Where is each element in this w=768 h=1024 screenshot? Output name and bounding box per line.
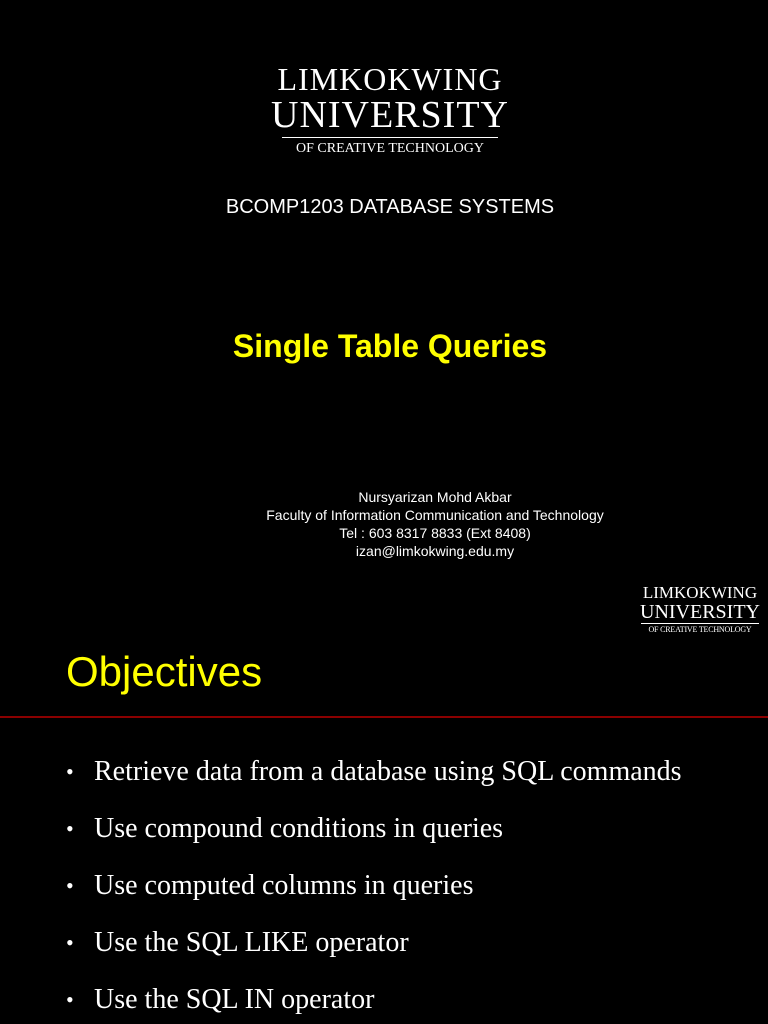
logo-line-3: OF CREATIVE TECHNOLOGY	[296, 141, 484, 156]
list-item	[60, 980, 682, 1024]
list-item-text: Use the SQL IN operator	[94, 984, 375, 1015]
logo-small-rule	[641, 623, 759, 624]
contact-block	[200, 488, 670, 560]
university-logo	[0, 62, 768, 157]
objectives-list	[60, 752, 682, 1024]
bullet-icon: •	[66, 873, 74, 898]
list-item-text: Use the SQL LIKE operator	[94, 927, 409, 958]
logo-small-line-3: OF CREATIVE TECHNOLOGY	[648, 625, 752, 634]
faculty-name: Faculty of Information Communication and Technology	[266, 507, 604, 523]
bullet-icon: •	[66, 930, 74, 955]
slide-title: Single Table Queries	[232, 328, 548, 364]
list-item-text: Use computed columns in queries	[94, 870, 474, 901]
heading-divider	[0, 716, 768, 718]
list-item	[60, 809, 682, 866]
course-code: BCOMP1203 DATABASE SYSTEMS	[225, 196, 555, 218]
email: izan@limkokwing.edu.my	[355, 543, 515, 559]
bullet-icon: •	[66, 816, 74, 841]
list-item	[60, 866, 682, 923]
list-item	[60, 752, 682, 809]
logo-rule	[282, 137, 498, 138]
bullet-icon: •	[66, 987, 74, 1012]
logo-line-1: LIMKOKWING	[277, 61, 503, 97]
telephone: Tel : 603 8317 8833 (Ext 8408)	[339, 525, 531, 541]
lecturer-name: Nursyarizan Mohd Akbar	[358, 489, 512, 505]
logo-small-line-2: UNIVERSITY	[640, 601, 760, 623]
university-logo-small	[640, 584, 760, 635]
list-item	[60, 923, 682, 980]
logo-line-2: UNIVERSITY	[271, 94, 509, 136]
list-item-text: Use compound conditions in queries	[94, 813, 504, 844]
bullet-icon: •	[66, 759, 74, 784]
objectives-heading: Objectives	[66, 648, 263, 695]
list-item-text: Retrieve data from a database using SQL commands	[94, 756, 682, 787]
logo-small-line-1: LIMKOKWING	[642, 583, 758, 602]
